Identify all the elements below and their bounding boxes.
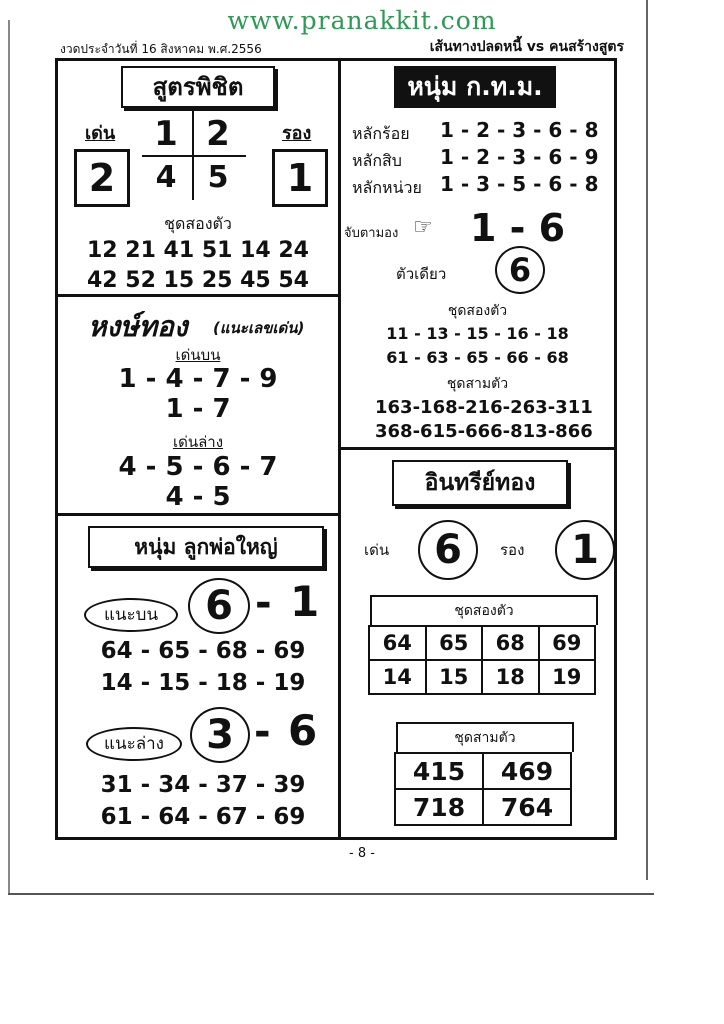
hong-top-row1: 1 - 4 - 7 - 9 (118, 364, 278, 394)
insee-pairs-label: ชุดสองตัว (370, 595, 598, 625)
table-cell: 415 (395, 753, 483, 789)
gtm-row-value: 1 - 2 - 3 - 6 - 8 (440, 118, 599, 142)
page-edge-right (646, 0, 648, 880)
divider-left-2 (55, 513, 340, 516)
sut-pairs-label: ชุดสองตัว (164, 214, 232, 233)
table-cell: 14 (369, 660, 426, 694)
table-cell: 69 (539, 626, 596, 660)
num-top-a: 6 (188, 578, 250, 634)
sut-pairs-row1: 12 21 41 51 14 24 (87, 238, 309, 263)
insee-rong-value: 1 (555, 520, 615, 580)
hong-title: หงษ์ทอง (88, 310, 188, 343)
divider-left-1 (55, 294, 340, 297)
hong-top-label: เด่นบน (175, 346, 221, 364)
num-top-b: 1 (290, 577, 320, 626)
table-cell: 469 (483, 753, 571, 789)
gtm-title: หนุ่ม ก.ท.ม. (394, 66, 556, 108)
insee-triples-table (394, 752, 572, 826)
gtm-row-value: 1 - 3 - 5 - 6 - 8 (440, 172, 599, 196)
sut-cross-tl: 1 (154, 114, 178, 154)
table-cell: 718 (395, 789, 483, 825)
num-bottom-row1: 31 - 34 - 37 - 39 (100, 772, 306, 798)
hong-bottom-label: เด่นล่าง (172, 433, 224, 451)
insee-triples-label: ชุดสามตัว (396, 722, 574, 752)
gtm-triples-row2: 368-615-666-813-866 (375, 421, 593, 442)
gtm-row-label: หลักสิบ (352, 151, 402, 170)
num-bottom-dash: - (254, 709, 271, 755)
gtm-row-value: 1 - 2 - 3 - 6 - 9 (440, 145, 599, 169)
gtm-pairs-row2: 61 - 63 - 65 - 66 - 68 (386, 348, 569, 367)
num-top-row2: 14 - 15 - 18 - 19 (100, 670, 306, 696)
insee-den-value: 6 (418, 520, 478, 580)
page-number: - 8 - (349, 846, 375, 861)
hong-subtitle: (แนะเลขเด่น) (213, 319, 305, 337)
num-title: หนุ่ม ลูกพ่อใหญ่ (88, 526, 324, 568)
num-bottom-label: แนะล่าง (86, 727, 182, 761)
hong-bottom-row1: 4 - 5 - 6 - 7 (118, 452, 278, 482)
issue-date: งวดประจำวันที่ 16 สิงหาคม พ.ศ.2556 (60, 42, 262, 56)
table-cell: 65 (426, 626, 483, 660)
divider-right-1 (338, 447, 617, 450)
gtm-single-label: ตัวเดียว (396, 265, 447, 283)
sut-den-value: 2 (74, 149, 130, 207)
watermark: www.pranakkit.com (227, 6, 497, 35)
gtm-pairs-row1: 11 - 13 - 15 - 16 - 18 (386, 324, 569, 343)
gtm-row-label: หลักร้อย (352, 124, 410, 143)
sut-cross-br: 5 (207, 160, 229, 195)
gtm-row-label: หลักหน่วย (352, 178, 422, 197)
num-bottom-row2: 61 - 64 - 67 - 69 (100, 804, 306, 830)
num-top-dash: - (255, 580, 272, 626)
sut-title: สูตรพิชิต (121, 66, 275, 108)
insee-title: อินทรีย์ทอง (392, 460, 568, 506)
num-top-row1: 64 - 65 - 68 - 69 (100, 638, 306, 664)
page-edge-left (8, 20, 10, 894)
page-edge-bottom (8, 893, 654, 895)
sut-pairs-row2: 42 52 15 25 45 54 (87, 268, 309, 293)
gtm-follow-label: จับตามอง (344, 226, 399, 241)
pointing-hand-icon: ☞ (413, 215, 433, 240)
gtm-triples-row1: 163-168-216-263-311 (375, 397, 593, 418)
gtm-single-value: 6 (495, 246, 545, 294)
gtm-pairs-label: ชุดสองตัว (447, 303, 508, 319)
insee-rong-label: รอง (500, 541, 525, 559)
sut-rong-label: รอง (282, 123, 312, 144)
num-bottom-a: 3 (190, 707, 250, 763)
table-cell: 19 (539, 660, 596, 694)
hong-bottom-row2: 4 - 5 (165, 482, 231, 512)
sut-den-label: เด่น (85, 123, 116, 144)
gtm-triples-label: ชุดสามตัว (446, 376, 509, 392)
table-cell: 15 (426, 660, 483, 694)
table-cell: 764 (483, 789, 571, 825)
sut-rong-value: 1 (272, 149, 328, 207)
sut-cross-bl: 4 (155, 160, 177, 195)
insee-pairs-table (368, 625, 596, 695)
gtm-follow-value: 1 - 6 (470, 206, 566, 250)
num-bottom-b: 6 (288, 706, 318, 755)
table-cell: 18 (482, 660, 539, 694)
table-cell: 64 (369, 626, 426, 660)
sut-cross-tr: 2 (206, 114, 230, 154)
page-heading: เส้นทางปลดหนี้ vs คนสร้างสูตร (429, 39, 624, 55)
hong-top-row2: 1 - 7 (165, 394, 231, 424)
insee-den-label: เด่น (364, 541, 390, 559)
table-cell: 68 (482, 626, 539, 660)
num-top-label: แนะบน (84, 598, 178, 632)
